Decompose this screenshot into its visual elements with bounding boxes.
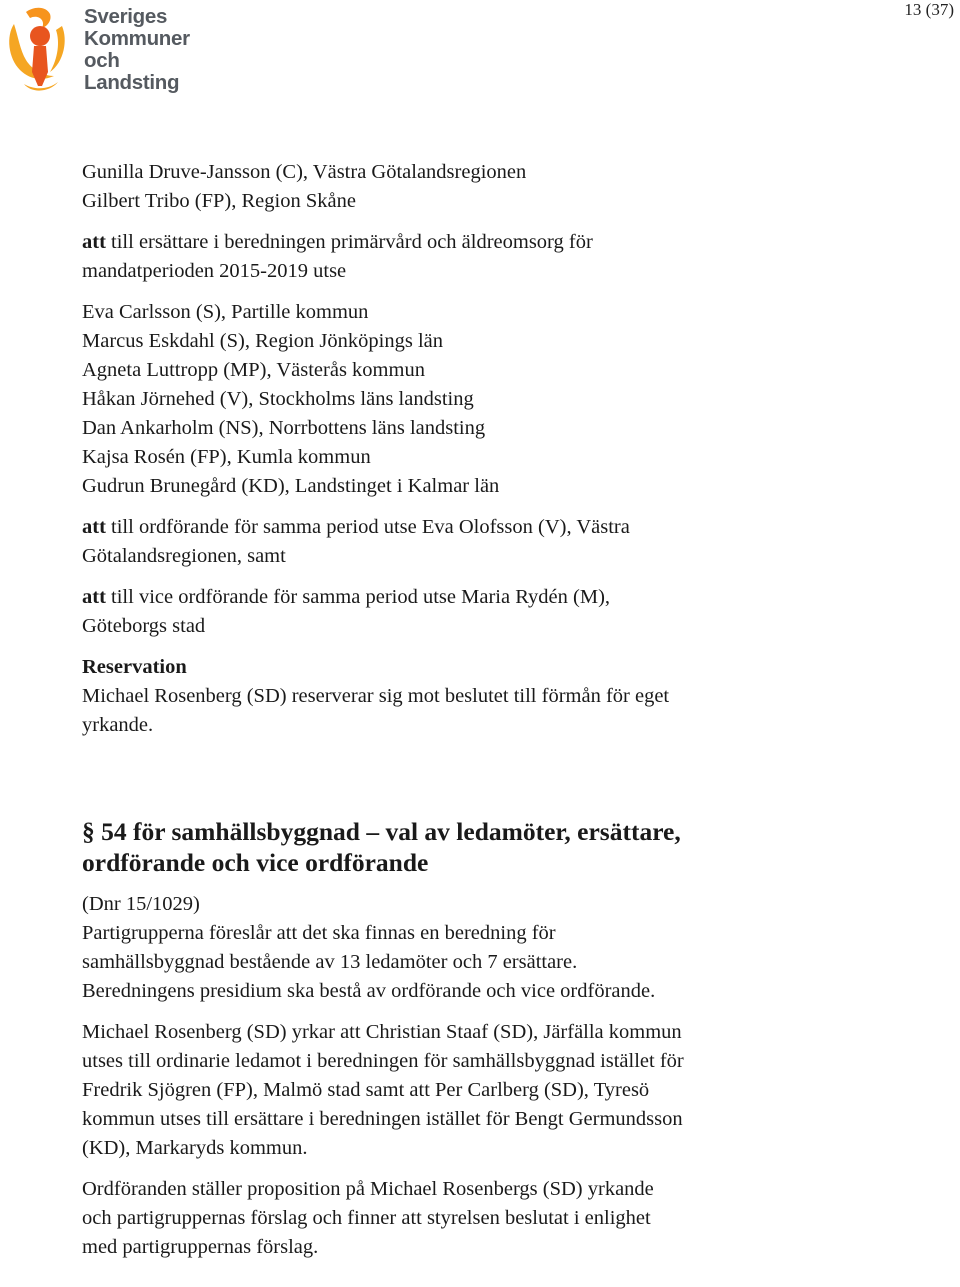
skl-emblem-icon bbox=[4, 6, 70, 92]
member-line: Gilbert Tribo (FP), Region Skåne bbox=[82, 190, 356, 212]
paragraph-line: Partigrupperna föreslår att det ska finnas en beredning för bbox=[82, 922, 556, 944]
logo-line: och Landsting bbox=[84, 49, 180, 94]
paragraph-line: (KD), Markaryds kommun. bbox=[82, 1137, 308, 1159]
substitute-line: Kajsa Rosén (FP), Kumla kommun bbox=[82, 446, 371, 468]
substitute-line: Agneta Luttropp (MP), Västerås kommun bbox=[82, 359, 425, 381]
member-line: Gunilla Druve-Jansson (C), Västra Götalandsregionen bbox=[82, 161, 527, 183]
att-keyword: att bbox=[82, 586, 106, 608]
intro-text: till ersättare i beredningen primärvård och äldreomsorg för bbox=[105, 231, 593, 253]
substitutes-intro-line bbox=[82, 228, 942, 257]
paragraph-proposal bbox=[82, 919, 942, 1006]
chair-line bbox=[82, 513, 942, 542]
paragraph-line: kommun utses till ersättare i beredningen istället för Bengt Germundsson bbox=[82, 1108, 683, 1130]
paragraph-decision bbox=[82, 1175, 942, 1262]
chair-line: Götalandsregionen, samt bbox=[82, 545, 286, 567]
substitute-line: Marcus Eskdahl (S), Region Jönköpings län bbox=[82, 330, 443, 352]
reservation-text bbox=[82, 682, 942, 740]
substitutes-intro bbox=[82, 228, 942, 286]
members-list bbox=[82, 158, 942, 216]
vice-chair-text: till vice ordförande för samma period utse Maria Rydén (M), bbox=[105, 586, 611, 608]
att-keyword: att bbox=[82, 516, 106, 538]
section-title bbox=[82, 816, 942, 878]
logo-line: Kommuner bbox=[84, 27, 190, 50]
substitute-line: Håkan Jörnehed (V), Stockholms läns landsting bbox=[82, 388, 474, 410]
paragraph-line: utses till ordinarie ledamot i beredningen för samhällsbyggnad istället för bbox=[82, 1050, 684, 1072]
paragraph-line: Michael Rosenberg (SD) yrkar att Christian Staaf (SD), Järfälla kommun bbox=[82, 1021, 682, 1043]
section-title-line: § 54 för samhällsbyggnad – val av ledamöter, ersättare, bbox=[82, 817, 681, 846]
att-keyword: att bbox=[82, 231, 106, 253]
paragraph-line: Beredningens presidium ska bestå av ordförande och vice ordförande. bbox=[82, 980, 656, 1002]
reservation-line: yrkande. bbox=[82, 714, 154, 736]
section-title-line: ordförande och vice ordförande bbox=[82, 848, 429, 877]
vice-chair-decision bbox=[82, 583, 942, 641]
document-body bbox=[82, 158, 942, 1274]
paragraph-motion bbox=[82, 1018, 942, 1163]
reservation-heading: Reservation bbox=[82, 656, 187, 678]
chair-decision bbox=[82, 513, 942, 571]
page-number: 13 (37) bbox=[904, 0, 954, 19]
substitutes-intro-line: mandatperioden 2015-2019 utse bbox=[82, 260, 347, 282]
logo-wordmark bbox=[84, 6, 214, 94]
substitutes-list bbox=[82, 298, 942, 501]
paragraph-line: samhällsbyggnad bestående av 13 ledamöter och 7 ersättare. bbox=[82, 951, 578, 973]
skl-logo bbox=[4, 6, 214, 96]
paragraph-line: Ordföranden ställer proposition på Michael Rosenbergs (SD) yrkande bbox=[82, 1178, 654, 1200]
paragraph-line: Fredrik Sjögren (FP), Malmö stad samt att Per Carlberg (SD), Tyresö bbox=[82, 1079, 650, 1101]
paragraph-line: och partigruppernas förslag och finner att styrelsen beslutat i enlighet bbox=[82, 1207, 651, 1229]
vice-chair-line bbox=[82, 583, 942, 612]
reservation-line: Michael Rosenberg (SD) reserverar sig mot beslutet till förmån för eget bbox=[82, 685, 670, 707]
substitute-line: Gudrun Brunegård (KD), Landstinget i Kalmar län bbox=[82, 475, 500, 497]
chair-text: till ordförande för samma period utse Eva Olofsson (V), Västra bbox=[105, 516, 630, 538]
case-number: (Dnr 15/1029) bbox=[82, 893, 200, 915]
vice-chair-line: Göteborgs stad bbox=[82, 615, 206, 637]
substitute-line: Dan Ankarholm (NS), Norrbottens läns landsting bbox=[82, 417, 486, 439]
logo-line: Sveriges bbox=[84, 5, 168, 28]
substitute-line: Eva Carlsson (S), Partille kommun bbox=[82, 301, 369, 323]
paragraph-line: med partigruppernas förslag. bbox=[82, 1236, 319, 1258]
